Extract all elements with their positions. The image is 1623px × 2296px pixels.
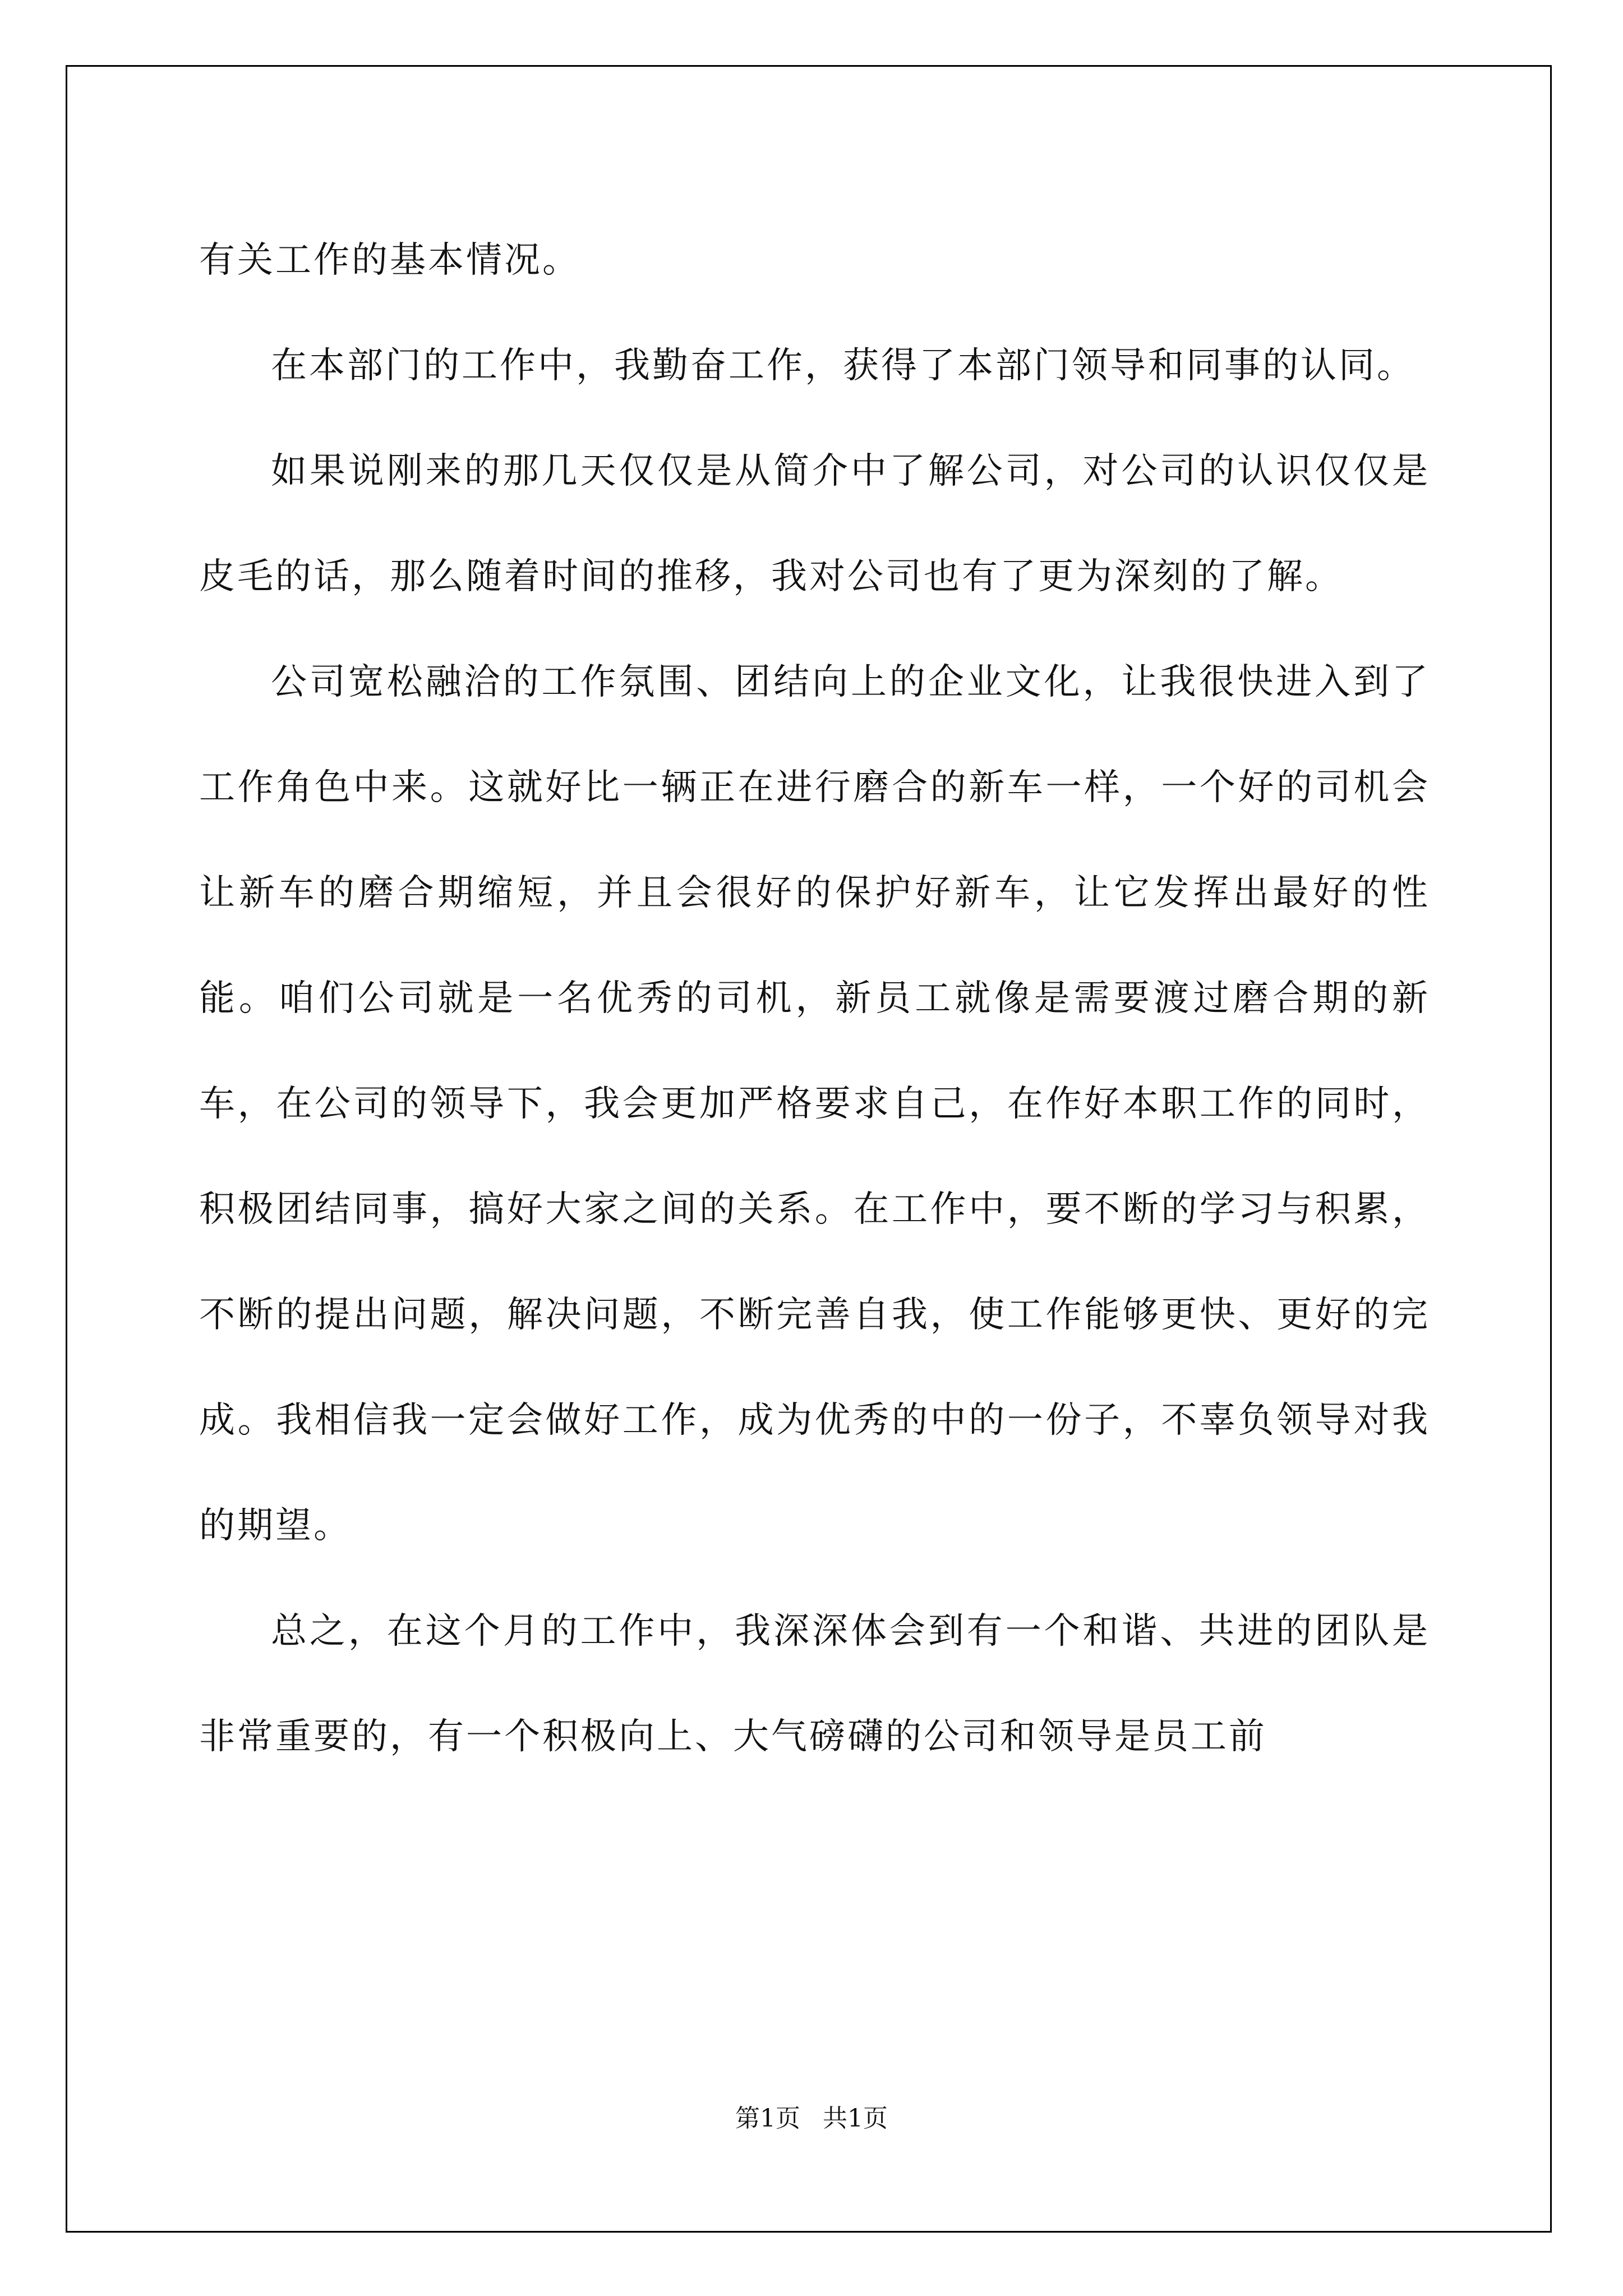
paragraph-4: 公司宽松融洽的工作氛围、团结向上的企业文化，让我很快进入到了工作角色中来。这就好比一辆正在进行磨合的新车一样，一个好的司机会让新车的磨合期缩短，并且会很好的保护好新车，让它发挥出最好的性能。咱们公司就是一名优秀的司机，新员工就像是需要渡过磨合期的新车，在公司的领导下，我会更加严格要求自己，在作好本职工作的同时，积极团结同事，搞好大家之间的关系。在工作中，要不断的学习与积累，不断的提出问题，解决问题，不断完善自我，使工作能够更快、更好的完成。我相信我一定会做好工作，成为优秀的中的一份子，不辜负领导对我的期望。 [199,661,1430,1547]
page-footer [0,2098,1623,2134]
paragraph-3: 如果说刚来的那几天仅仅是从简介中了解公司，对公司的认识仅仅是皮毛的话，那么随着时间的推移，我对公司也有了更为深刻的了解。 [199,450,1430,597]
page-number: 第1页 [735,2104,800,2133]
paragraph-5: 总之，在这个月的工作中，我深深体会到有一个和谐、共进的团队是非常重要的，有一个积极向上、大气磅礴的公司和领导是员工前 [199,1611,1430,1757]
page-total: 共1页 [823,2104,888,2133]
paragraph-2: 在本部门的工作中，我勤奋工作，获得了本部门领导和同事的认同。 [271,345,1415,386]
paragraph-1: 有关工作的基本情况。 [199,240,580,281]
document-body [199,208,1430,1789]
